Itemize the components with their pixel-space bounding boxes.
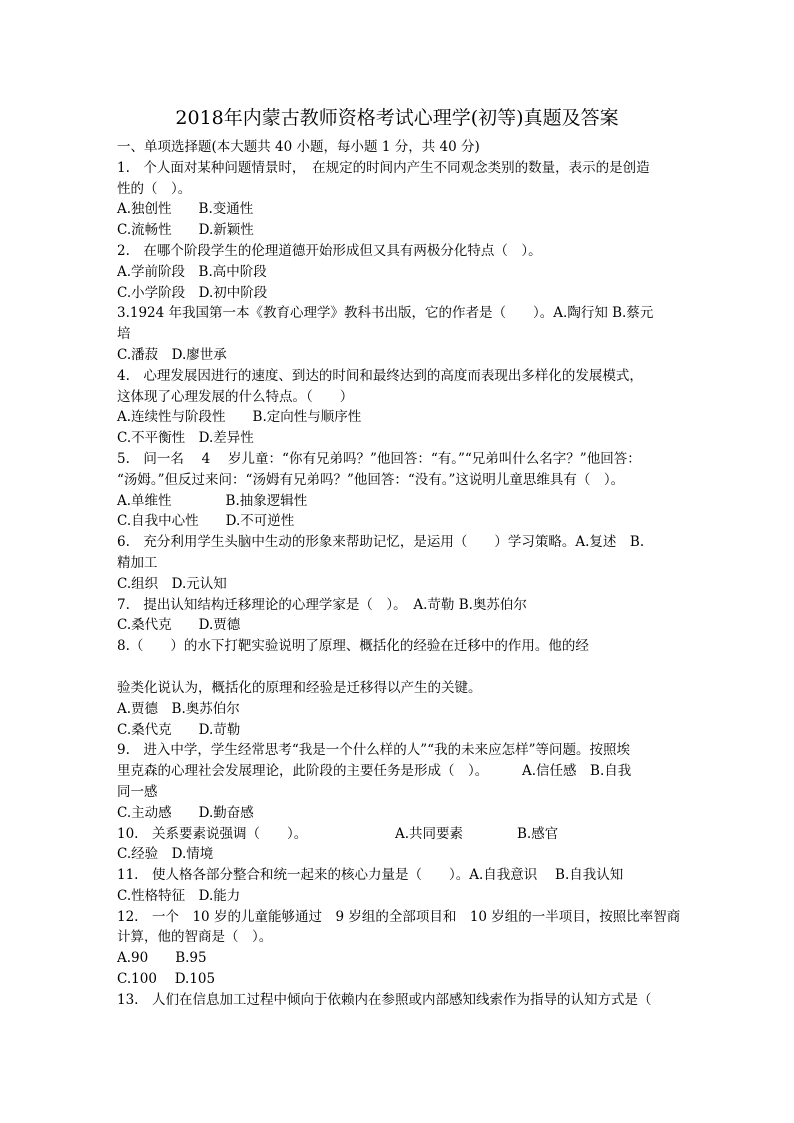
question-3-stem-cont: 培 [117, 326, 131, 343]
question-2-options-ab: A.学前阶段 B.高中阶段 [117, 263, 267, 280]
question-9-stem-cont-2: 同一感 [117, 783, 158, 800]
question-1-stem-cont: 性的（ ）。 [117, 180, 192, 197]
question-8-stem: 8.（ ）的水下打靶实验说明了原理、概括化的经验在迁移中的作用。他的经 [117, 638, 589, 655]
question-1-stem: 1. 个人面对某种问题情景时， 在规定的时间内产生不同观念类别的数量，表示的是创造 [117, 159, 650, 176]
question-list [117, 137, 681, 1011]
question-9-stem: 9. 进入中学，学生经常思考“我是一个什么样的人”“我的未来应怎样”等问题。按照埃 [117, 742, 630, 759]
question-9-stem-cont: 里克森的心理社会发展理论，此阶段的主要任务是形成（ ）。 A.信任感 B.自我 [117, 763, 632, 780]
question-7-stem: 7. 提出认知结构迁移理论的心理学家是（ ）。 A.苛勒 B.奥苏伯尔 [117, 596, 527, 613]
document-title: 2018年内蒙古教师资格考试心理学(初等)真题及答案 [175, 107, 619, 129]
question-8-stem-cont: 验类化说认为，概括化的原理和经验是迁移得以产生的关键。 [117, 679, 482, 696]
question-4-options-ab: A.连续性与阶段性 B.定向性与顺序性 [117, 409, 362, 426]
question-11-options-cd: C.性格特征 D.能力 [117, 887, 241, 904]
question-11-stem: 11. 使人格各部分整合和统一起来的核心力量是（ ）。A.自我意识 B.自我认知 [117, 867, 624, 884]
question-4-stem: 4. 心理发展因进行的速度、到达的时间和最终达到的高度而表现出多样化的发展模式， [117, 367, 643, 384]
question-3-options-cd: C.潘菽 D.廖世承 [117, 346, 227, 363]
question-8-options-cd: C.桑代克 D.苛勒 [117, 721, 241, 738]
question-2-stem: 2. 在哪个阶段学生的伦理道德开始形成但又具有两极分化特点（ ）。 [117, 242, 542, 259]
question-4-options-cd: C.不平衡性 D.差异性 [117, 430, 254, 447]
question-13-stem: 13. 人们在信息加工过程中倾向于依赖内在参照或内部感知线索作为指导的认知方式是（ [117, 991, 652, 1008]
question-5-options-cd: C.自我中心性 D.不可逆性 [117, 513, 295, 530]
question-5-stem-cont: “汤姆。”但反过来问：“汤姆有兄弟吗？”他回答：“没有。”这说明儿童思维具有（ ）。 [117, 471, 625, 488]
blank-line [117, 657, 677, 678]
question-12-stem-cont: 计算，他的智商是（ ）。 [117, 929, 273, 946]
question-5-options-ab: A.单维性 B.抽象逻辑性 [117, 492, 308, 509]
question-6-stem: 6. 充分利用学生头脑中生动的形象来帮助记忆，是运用（ ）学习策略。A.复述 B. [117, 534, 645, 551]
question-2-options-cd: C.小学阶段 D.初中阶段 [117, 284, 268, 301]
section-heading: 一、单项选择题(本大题共 40 小题，每小题 1 分，共 40 分) [117, 139, 480, 155]
question-3-stem: 3.1924 年我国第一本《教育心理学》教科书出版，它的作者是（ ）。A.陶行知 B.蔡元 [117, 305, 654, 322]
question-10-stem: 10. 关系要素说强调（ ）。 A.共同要素 B.感官 [117, 825, 559, 842]
question-12-options-cd: C.100 D.105 [117, 971, 216, 988]
question-6-options-cd: C.组织 D.元认知 [117, 575, 227, 592]
question-12-stem: 12. 一个 10 岁的儿童能够通过 9 岁组的全部项目和 10 岁组的一半项目，按照比率智商 [117, 908, 681, 925]
question-10-options-cd: C.经验 D.情境 [117, 846, 214, 863]
question-7-options-cd: C.桑代克 D.贾德 [117, 617, 241, 634]
question-5-stem: 5. 问一名 4 岁儿童：“你有兄弟吗？”他回答：“有。”“兄弟叫什么名字？”他回答： [117, 450, 641, 467]
question-8-options-ab: A.贾德 B.奥苏伯尔 [117, 700, 240, 717]
question-1-options-ab: A.独创性 B.变通性 [117, 201, 254, 218]
question-9-options-cd: C.主动感 D.勤奋感 [117, 804, 254, 821]
question-12-options-ab: A.90 B.95 [117, 950, 207, 967]
question-4-stem-cont: 这体现了心理发展的什么特点。（ ） [117, 388, 354, 405]
question-6-stem-cont: 精加工 [117, 554, 158, 571]
question-1-options-cd: C.流畅性 D.新颖性 [117, 222, 254, 239]
